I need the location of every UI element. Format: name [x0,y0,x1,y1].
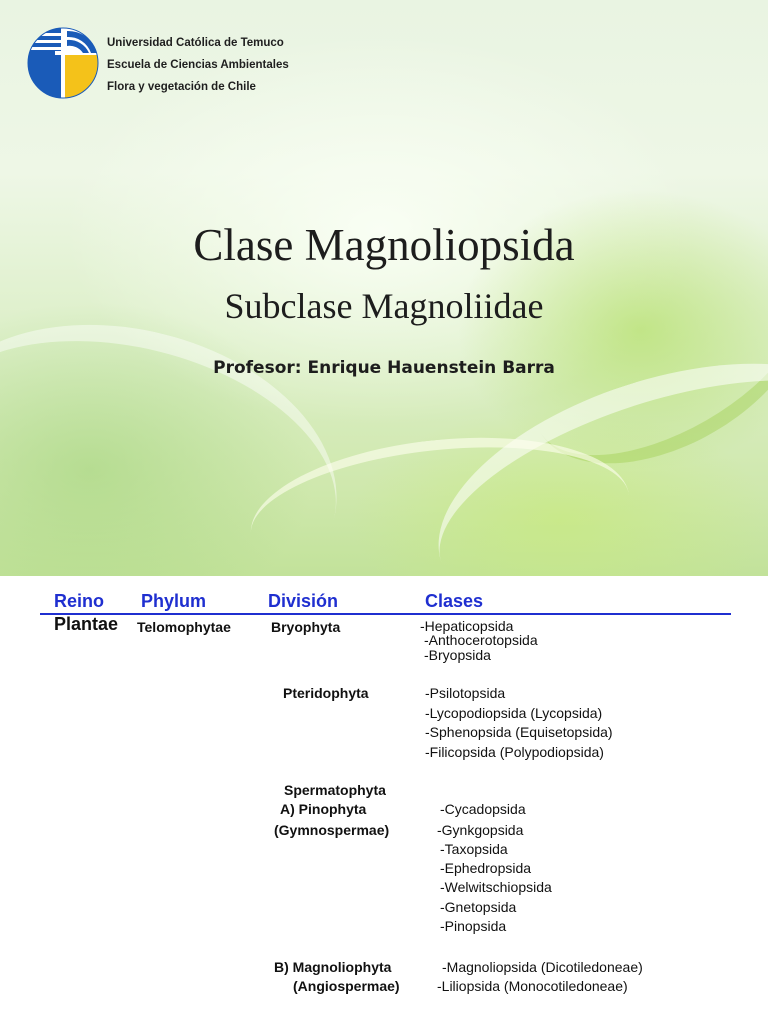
class-item: -Ephedropsida [440,860,532,876]
class-item: -Taxopsida [440,841,508,857]
slide-title: Clase Magnoliopsida [193,220,575,270]
class-item: -Gnetopsida [440,899,517,915]
division-name: Spermatophyta [284,782,386,798]
division-name: Bryophyta [271,619,341,635]
class-item: -Gynkgopsida [437,822,524,838]
class-item: -Psilotopsida [425,685,506,701]
division-name: (Gymnospermae) [274,822,390,838]
institution-header [107,36,289,102]
phylum-value: Telomophytae [137,619,231,635]
class-item: -Bryopsida [424,647,491,663]
professor-name: Profesor: Enrique Hauenstein Barra [213,358,555,378]
class-item: -Cycadopsida [440,801,526,817]
class-item: -Welwitschiopsida [440,879,552,895]
division-name: (Angiospermae) [293,978,400,994]
class-item: -Anthocerotopsida [424,632,538,648]
division-name: A) Pinophyta [280,801,367,817]
header-phylum: Phylum [141,591,207,611]
classification-slide [0,578,768,1024]
reino-value: Plantae [54,614,119,634]
header-underline [40,613,731,615]
institution-line-university: Universidad Católica de Temuco [107,37,284,49]
header-division: División [268,591,339,611]
institution-line-course: Flora y vegetación de Chile [107,81,256,93]
header-clases: Clases [425,591,484,611]
institution-line-school: Escuela de Ciencias Ambientales [107,59,289,71]
class-item: -Lycopodiopsida (Lycopsida) [425,705,603,721]
class-item: -Pinopsida [440,918,507,934]
class-item: -Liliopsida (Monocotiledoneae) [437,978,628,994]
class-item: -Sphenopsida (Equisetopsida) [425,724,613,740]
class-item: -Magnoliopsida (Dicotiledoneae) [442,959,643,975]
division-name: Pteridophyta [283,685,369,701]
university-cross-logo-icon [27,27,99,99]
class-item: -Hepaticopsida [420,618,514,634]
header-reino: Reino [54,591,105,611]
class-item: -Filicopsida (Polypodiopsida) [425,744,604,760]
slide-subtitle: Subclase Magnoliidae [224,286,544,326]
division-name: B) Magnoliophyta [274,959,392,975]
